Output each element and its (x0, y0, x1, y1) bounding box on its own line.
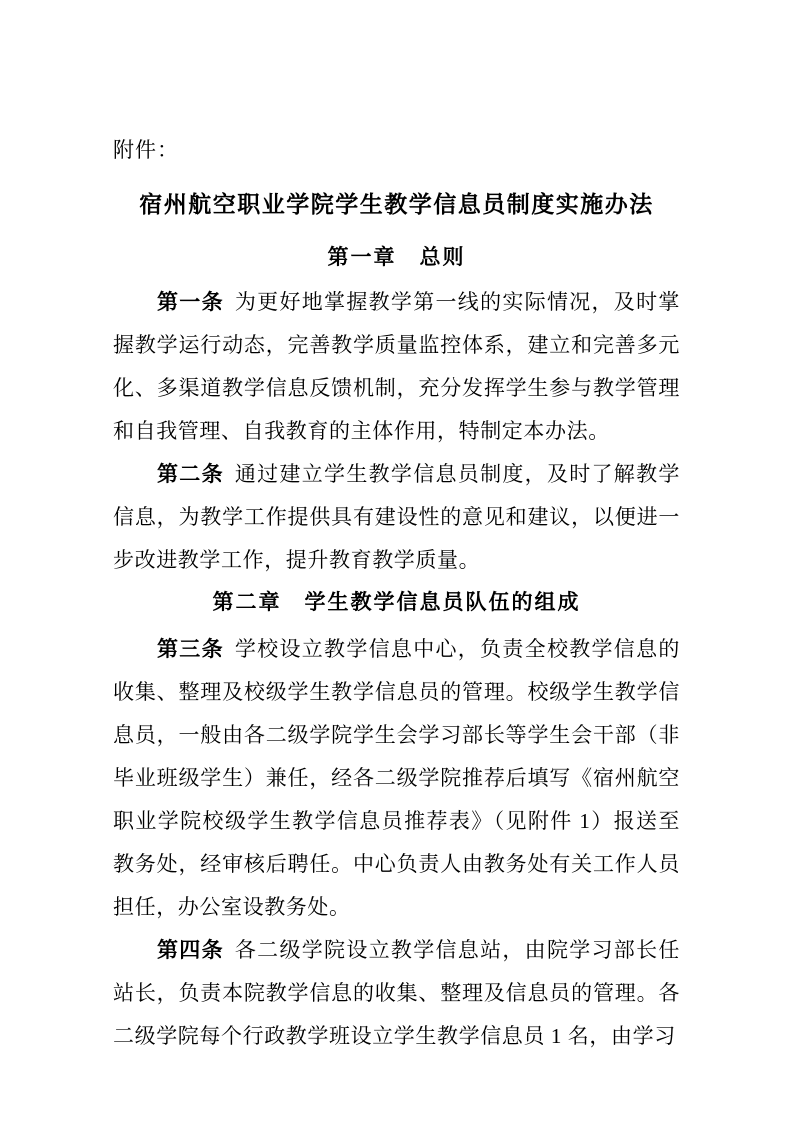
article-2 (113, 453, 680, 582)
article-1-text: 为更好地掌握教学第一线的实际情况，及时掌握教学运行动态，完善教学质量监控体系，建立和完善多元化、多渠道教学信息反馈机制，充分发挥学生参与教学管理和自我管理、自我教育的主体作用，特制定本办法。 (113, 290, 680, 443)
article-3 (113, 628, 680, 929)
article-3-text: 学校设立教学信息中心，负责全校教学信息的收集、整理及校级学生教学信息员的管理。校级学生教学信息员，一般由各二级学院学生会学习部长等学生会干部（非毕业班级学生）兼任，经各二级学院推荐后填写《宿州航空职业学院校级学生教学信息员推荐表》（见附件 1）报送至教务处，经审核后聘任。中心负责人由教务处有关工作人员担任，办公室设教务处。 (113, 637, 680, 919)
article-2-label: 第二条 (157, 462, 224, 486)
article-3-label: 第三条 (157, 637, 224, 661)
article-1 (113, 281, 680, 453)
attachment-label: 附件： (113, 138, 179, 162)
article-1-label: 第一条 (157, 290, 224, 314)
article-4-text: 各二级学院设立教学信息站，由院学习部长任站长，负责本院教学信息的收集、整理及信息员的管理。各二级学院每个行政教学班设立学生教学信息员 1 名，由学习 (113, 938, 680, 1048)
document-title: 宿州航空职业学院学生教学信息员制度实施办法 (139, 192, 654, 217)
article-2-text: 通过建立学生教学信息员制度，及时了解教学信息，为教学工作提供具有建设性的意见和建议，以便进一步改进教学工作，提升教育教学质量。 (113, 462, 680, 572)
chapter-2-heading: 第二章 学生教学信息员队伍的组成 (212, 591, 581, 614)
article-4-label: 第四条 (157, 938, 224, 962)
article-4 (113, 929, 680, 1058)
chapter-1-heading: 第一章 总则 (327, 246, 466, 269)
